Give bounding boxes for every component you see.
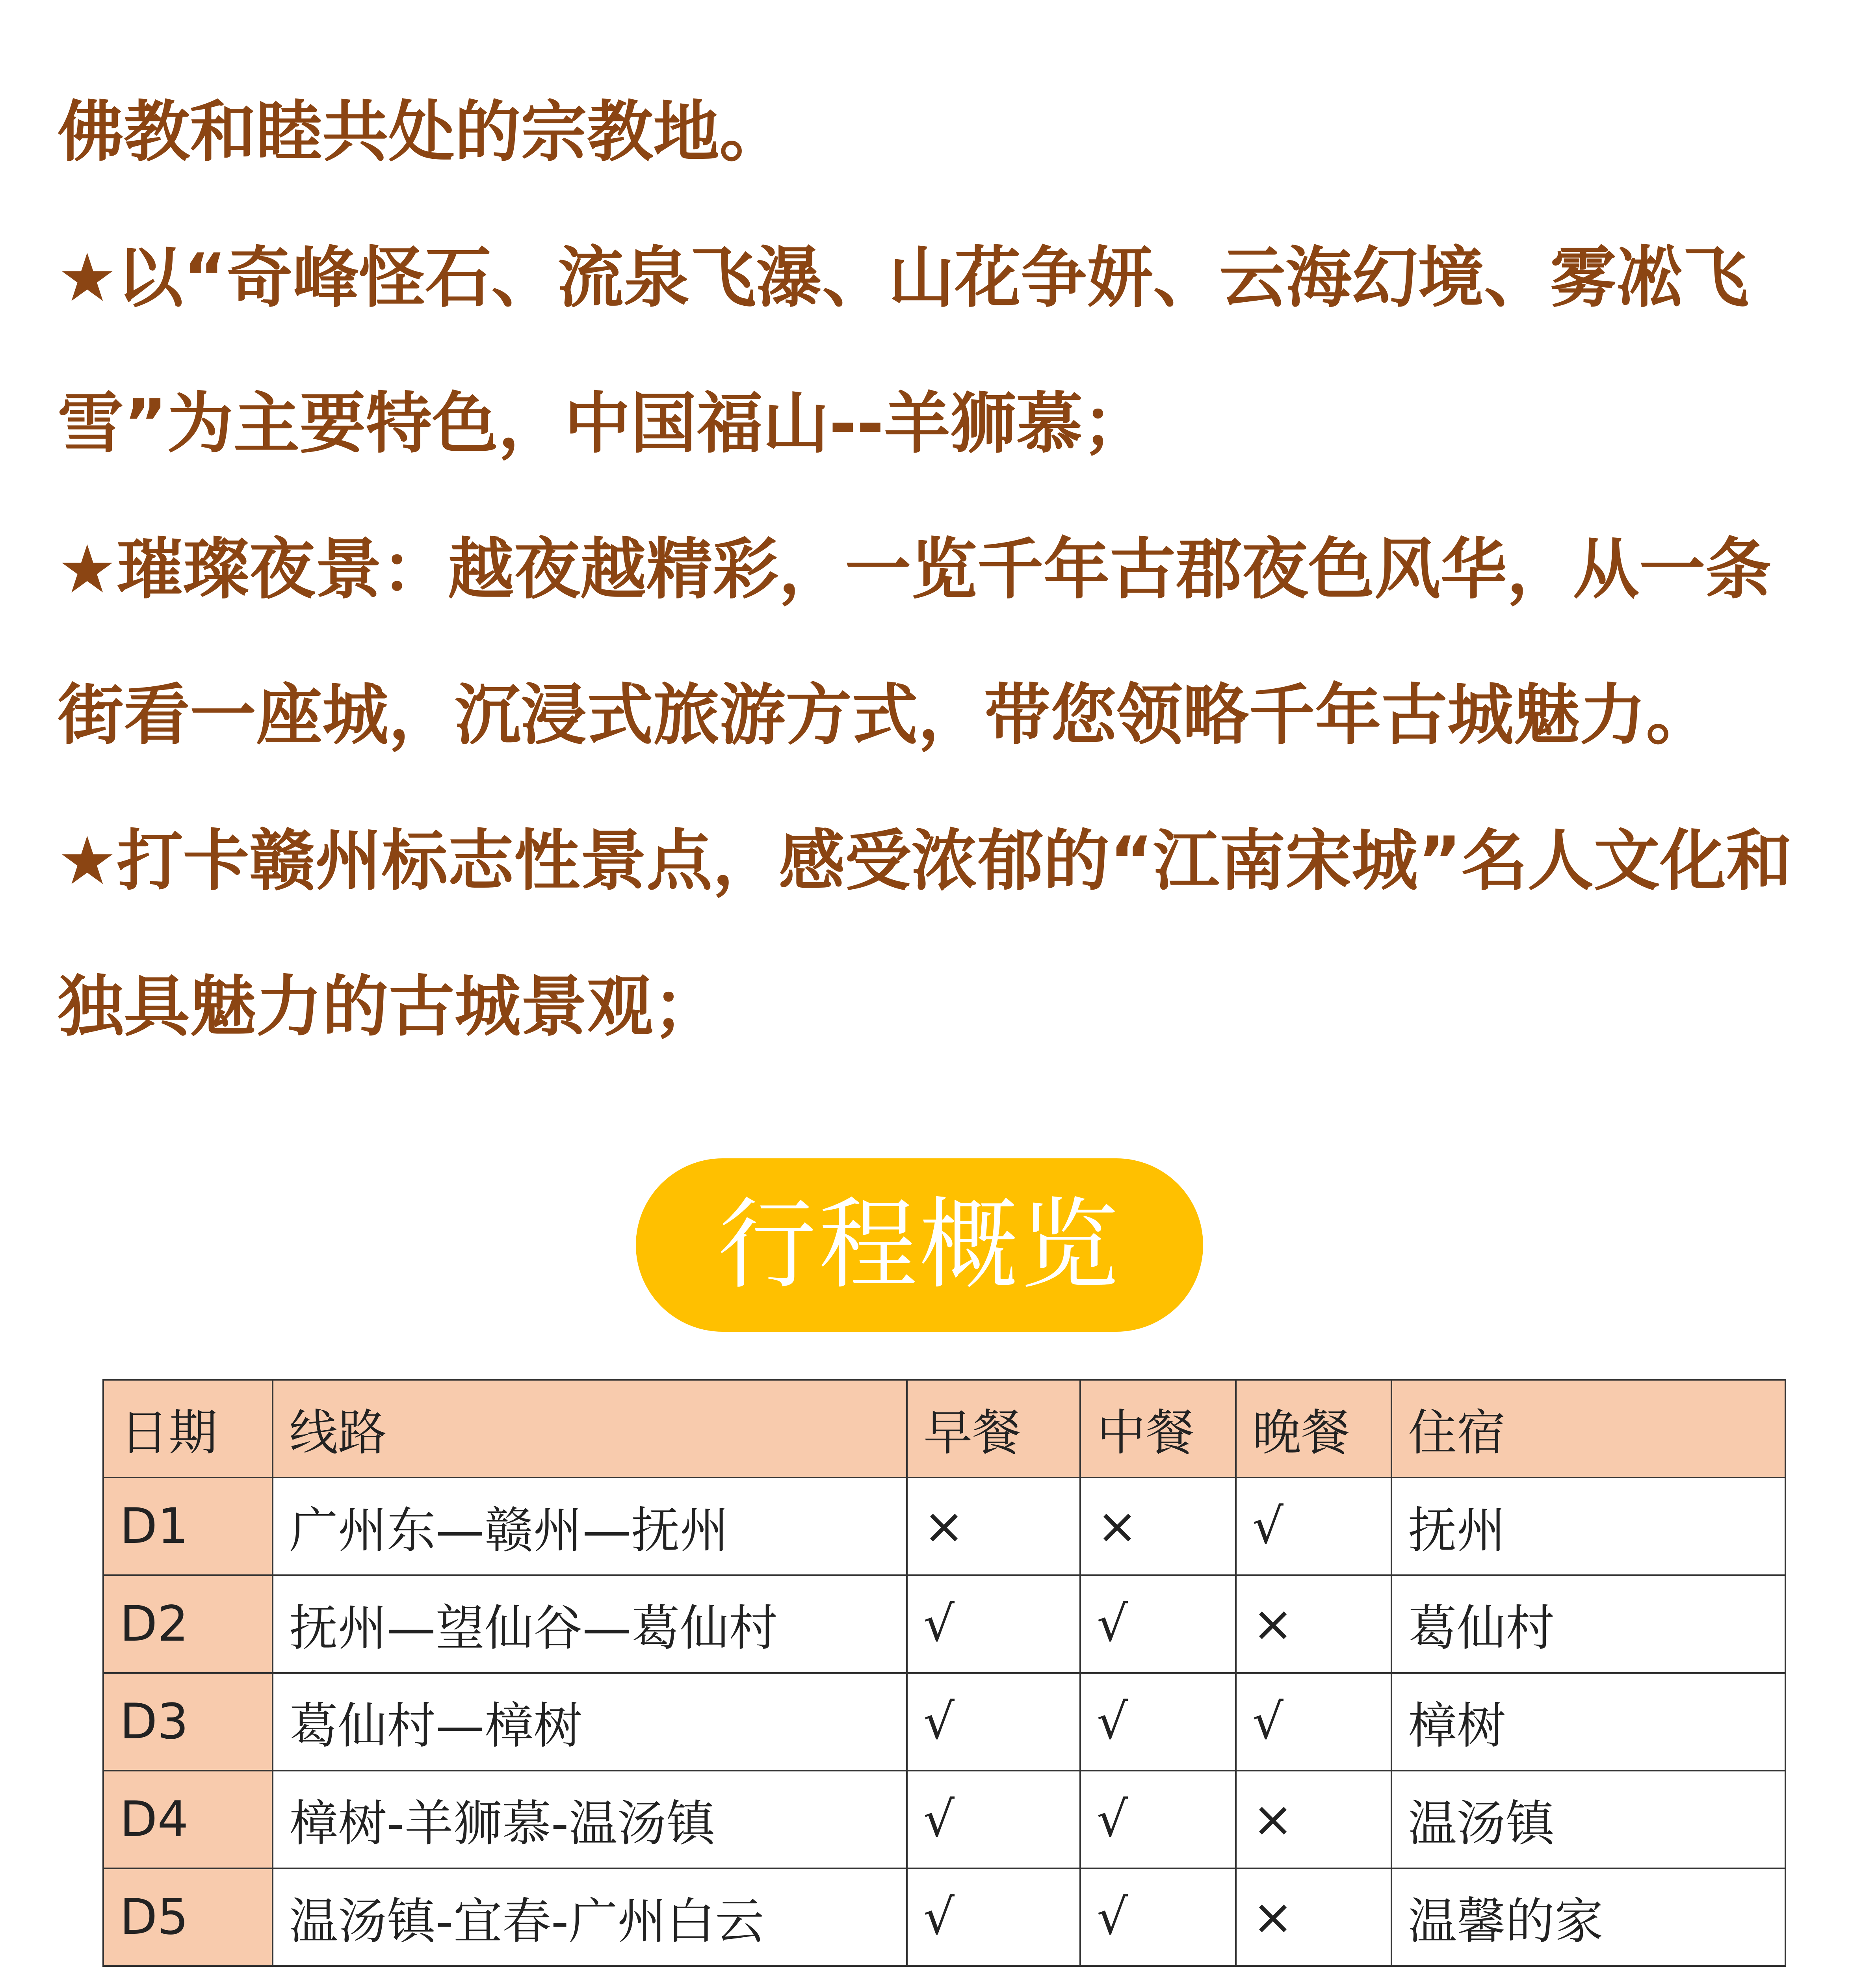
table-row (103, 1673, 1785, 1771)
column-header: 中餐 (1080, 1380, 1236, 1478)
column-header: 住宿 (1391, 1380, 1785, 1478)
breakfast-cell: √ (907, 1771, 1080, 1868)
day-cell: D3 (103, 1673, 273, 1771)
breakfast-cell: √ (907, 1575, 1080, 1673)
table-header-row (103, 1380, 1785, 1478)
itinerary-table (102, 1379, 1786, 1967)
lunch-cell: √ (1080, 1673, 1236, 1771)
lodging-cell: 樟树 (1391, 1673, 1785, 1771)
table-row (103, 1771, 1785, 1868)
dinner-cell: × (1236, 1771, 1391, 1868)
route-cell: 广州东—赣州—抚州 (273, 1478, 907, 1575)
day-cell: D1 (103, 1478, 273, 1575)
lunch-cell: × (1080, 1478, 1236, 1575)
route-cell: 葛仙村—樟树 (273, 1673, 907, 1771)
route-cell: 抚州—望仙谷—葛仙村 (273, 1575, 907, 1673)
dinner-cell: √ (1236, 1673, 1391, 1771)
lunch-cell: √ (1080, 1575, 1236, 1673)
overview-heading: 行程概览 (636, 1158, 1203, 1332)
breakfast-cell: √ (907, 1673, 1080, 1771)
table-row (103, 1478, 1785, 1575)
intro-line: 佛教和睦共处的宗教地。 (58, 93, 786, 171)
intro-line: ★以“奇峰怪石、流泉飞瀑、山花争妍、云海幻境、雾凇飞雪”为主要特色，中国福山--羊狮慕； (58, 239, 1749, 462)
route-cell: 樟树-羊狮慕-温汤镇 (273, 1771, 907, 1868)
breakfast-cell: √ (907, 1868, 1080, 1966)
column-header: 早餐 (907, 1380, 1080, 1478)
intro-line: ★打卡赣州标志性景点，感受浓郁的“江南宋城”名人文化和独具魅力的古城景观； (58, 822, 1792, 1045)
intro-line: ★璀璨夜景：越夜越精彩，一览千年古郡夜色风华，从一条街看一座城，沉浸式旅游方式，带您领略千年古城魅力。 (58, 531, 1772, 754)
day-cell: D5 (103, 1868, 273, 1966)
lodging-cell: 温馨的家 (1391, 1868, 1785, 1966)
dinner-cell: × (1236, 1575, 1391, 1673)
table-row (103, 1575, 1785, 1673)
dinner-cell: √ (1236, 1478, 1391, 1575)
column-header: 线路 (273, 1380, 907, 1478)
route-cell: 温汤镇-宜春-广州白云 (273, 1868, 907, 1966)
day-cell: D2 (103, 1575, 273, 1673)
lodging-cell: 葛仙村 (1391, 1575, 1785, 1673)
intro-text (58, 59, 1830, 1080)
lodging-cell: 温汤镇 (1391, 1771, 1785, 1868)
column-header: 日期 (103, 1380, 273, 1478)
lunch-cell: √ (1080, 1868, 1236, 1966)
breakfast-cell: × (907, 1478, 1080, 1575)
dinner-cell: × (1236, 1868, 1391, 1966)
column-header: 晚餐 (1236, 1380, 1391, 1478)
day-cell: D4 (103, 1771, 273, 1868)
lunch-cell: √ (1080, 1771, 1236, 1868)
lodging-cell: 抚州 (1391, 1478, 1785, 1575)
table-row (103, 1868, 1785, 1966)
